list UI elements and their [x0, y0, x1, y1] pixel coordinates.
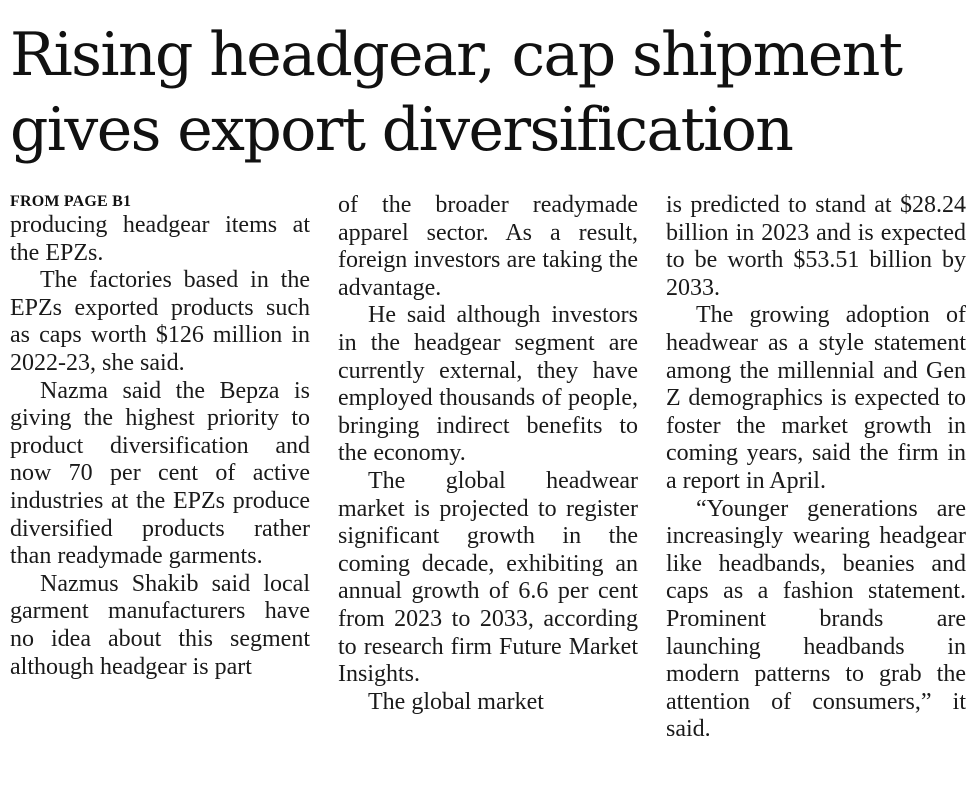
article-column-3: [666, 192, 966, 744]
paragraph: producing headgear items at the EPZs.: [10, 212, 310, 266]
article-column-2: [338, 192, 638, 716]
paragraph: of the broader readymade apparel sector. As a result, foreign investors are taking the advantage.: [338, 192, 638, 301]
paragraph: Nazma said the Bepza is giving the highest priority to product diversification and now 70 per cent of active industries at the EPZs produce diversified products rather than readymade garments.: [10, 377, 310, 570]
dateline: FROM PAGE B1: [10, 193, 132, 210]
paragraph: The global market: [368, 688, 544, 715]
article-column-1: [10, 192, 310, 681]
headline-line-2: gives export diversification: [10, 95, 793, 165]
paragraph: is predicted to stand at $28.24 billion in 2023 and is expected to be worth $53.51 billion by 2033.: [666, 192, 966, 301]
headline: [10, 18, 970, 168]
headline-line-1: Rising headgear, cap shipment: [10, 20, 902, 90]
paragraph: The factories based in the EPZs exported products such as caps worth $126 million in 2022-23, she said.: [10, 267, 310, 376]
paragraph: “Younger generations are increasingly wearing headgear like headbands, beanies and caps as a fashion statement. Prominent brands are launching headbands in modern patterns to grab the attention of consumers,” it said.: [666, 495, 966, 743]
paragraph: The global headwear market is projected to register significant growth in the coming decade, exhibiting an annual growth of 6.6 per cent from 2023 to 2033, according to research firm Future Market Insights.: [338, 467, 638, 688]
paragraph: He said although investors in the headgear segment are currently external, they have employed thousands of people, bringing indirect benefits to the economy.: [338, 302, 638, 467]
paragraph: Nazmus Shakib said local garment manufacturers have no idea about this segment although headgear is part: [10, 570, 310, 680]
paragraph: The growing adoption of headwear as a style statement among the millennial and Gen Z demographics is expected to foster the market growth in coming years, said the firm in a report in April.: [666, 302, 966, 494]
